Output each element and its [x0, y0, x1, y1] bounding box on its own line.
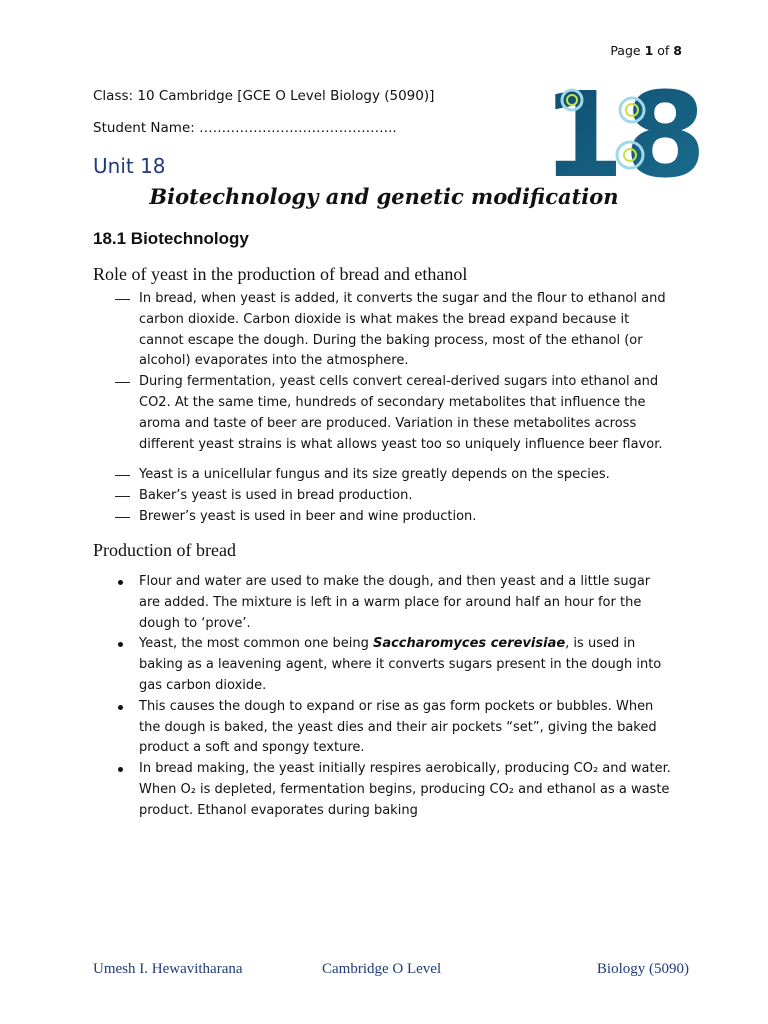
page-current: 1	[644, 43, 654, 58]
bread-list	[114, 572, 674, 822]
page-total: 8	[673, 43, 682, 58]
yeast-role-list	[114, 289, 674, 528]
list-item	[114, 372, 674, 455]
logo-number-text: 18	[542, 66, 707, 204]
list-item-text: During fermentation, yeast cells convert cereal-derived sugars into ethanol and CO2. At the same time, hundreds of secondary metabolites that influence the aroma and taste of beer are produced. Variation in these metabolites across different yeast strains is what allows yeast too so uniquely influence beer flavor.	[139, 374, 663, 452]
list-item	[114, 572, 674, 634]
class-line: Class: 10 Cambridge [GCE O Level Biology (5090)]	[93, 88, 435, 104]
list-item	[114, 759, 674, 821]
unit-18-graphic	[540, 66, 707, 204]
list-item-text: Yeast, the most common one being	[139, 636, 373, 652]
bread-heading: Production of bread	[93, 540, 236, 560]
page-number	[610, 43, 682, 58]
footer-level: Cambridge O Level	[322, 961, 442, 977]
footer-subject: Biology (5090)	[596, 961, 689, 977]
list-item-text: Baker’s yeast is used in bread production.	[139, 488, 413, 504]
species-name: Saccharomyces cerevisiae	[372, 636, 566, 652]
list-item-text: Brewer’s yeast is used in beer and wine production.	[139, 508, 477, 524]
list-item	[114, 697, 674, 759]
page-of: of	[657, 43, 670, 58]
unit-number-logo	[540, 66, 707, 204]
unit-title: Unit 18	[93, 154, 166, 178]
main-title: Biotechnology and genetic modification	[149, 184, 619, 209]
list-item	[114, 486, 674, 507]
student-name-line: Student Name: ……………………………………..	[93, 120, 397, 136]
list-item	[114, 465, 674, 486]
section-heading: 18.1 Biotechnology	[93, 229, 249, 248]
list-item-text-cont: , is used in baking as a leavening agent, where it converts sugars present in the dough into gas carbon dioxide.	[139, 636, 662, 693]
list-item	[114, 289, 674, 372]
page-prefix: Page	[610, 43, 641, 58]
list-item-text: Yeast is a unicellular fungus and its size greatly depends on the species.	[139, 467, 610, 483]
footer-author: Umesh I. Hewavitharana	[93, 961, 243, 977]
list-item-text: Flour and water are used to make the dough, and then yeast and a little sugar are added. The mixture is left in a warm place for around half an hour for the dough to ‘prove’.	[139, 574, 651, 631]
list-item	[114, 634, 674, 696]
list-item-text: In bread making, the yeast initially respires aerobically, producing CO₂ and water. When O₂ is depleted, fermentation begins, producing CO₂ and ethanol as a waste product. Ethanol evaporates during baking	[139, 761, 671, 818]
list-item-text: In bread, when yeast is added, it converts the sugar and the flour to ethanol and carbon dioxide. Carbon dioxide is what makes the bread expand because it cannot escape the dough. During the baking process, most of the ethanol (or alcohol) evaporates into the atmosphere.	[139, 291, 666, 369]
list-item-text: This causes the dough to expand or rise as gas form pockets or bubbles. When the dough is baked, the yeast dies and their air pockets “set”, giving the baked product a soft and spongy texture.	[139, 698, 657, 756]
yeast-role-heading: Role of yeast in the production of bread and ethanol	[93, 264, 468, 284]
list-item	[114, 507, 674, 528]
